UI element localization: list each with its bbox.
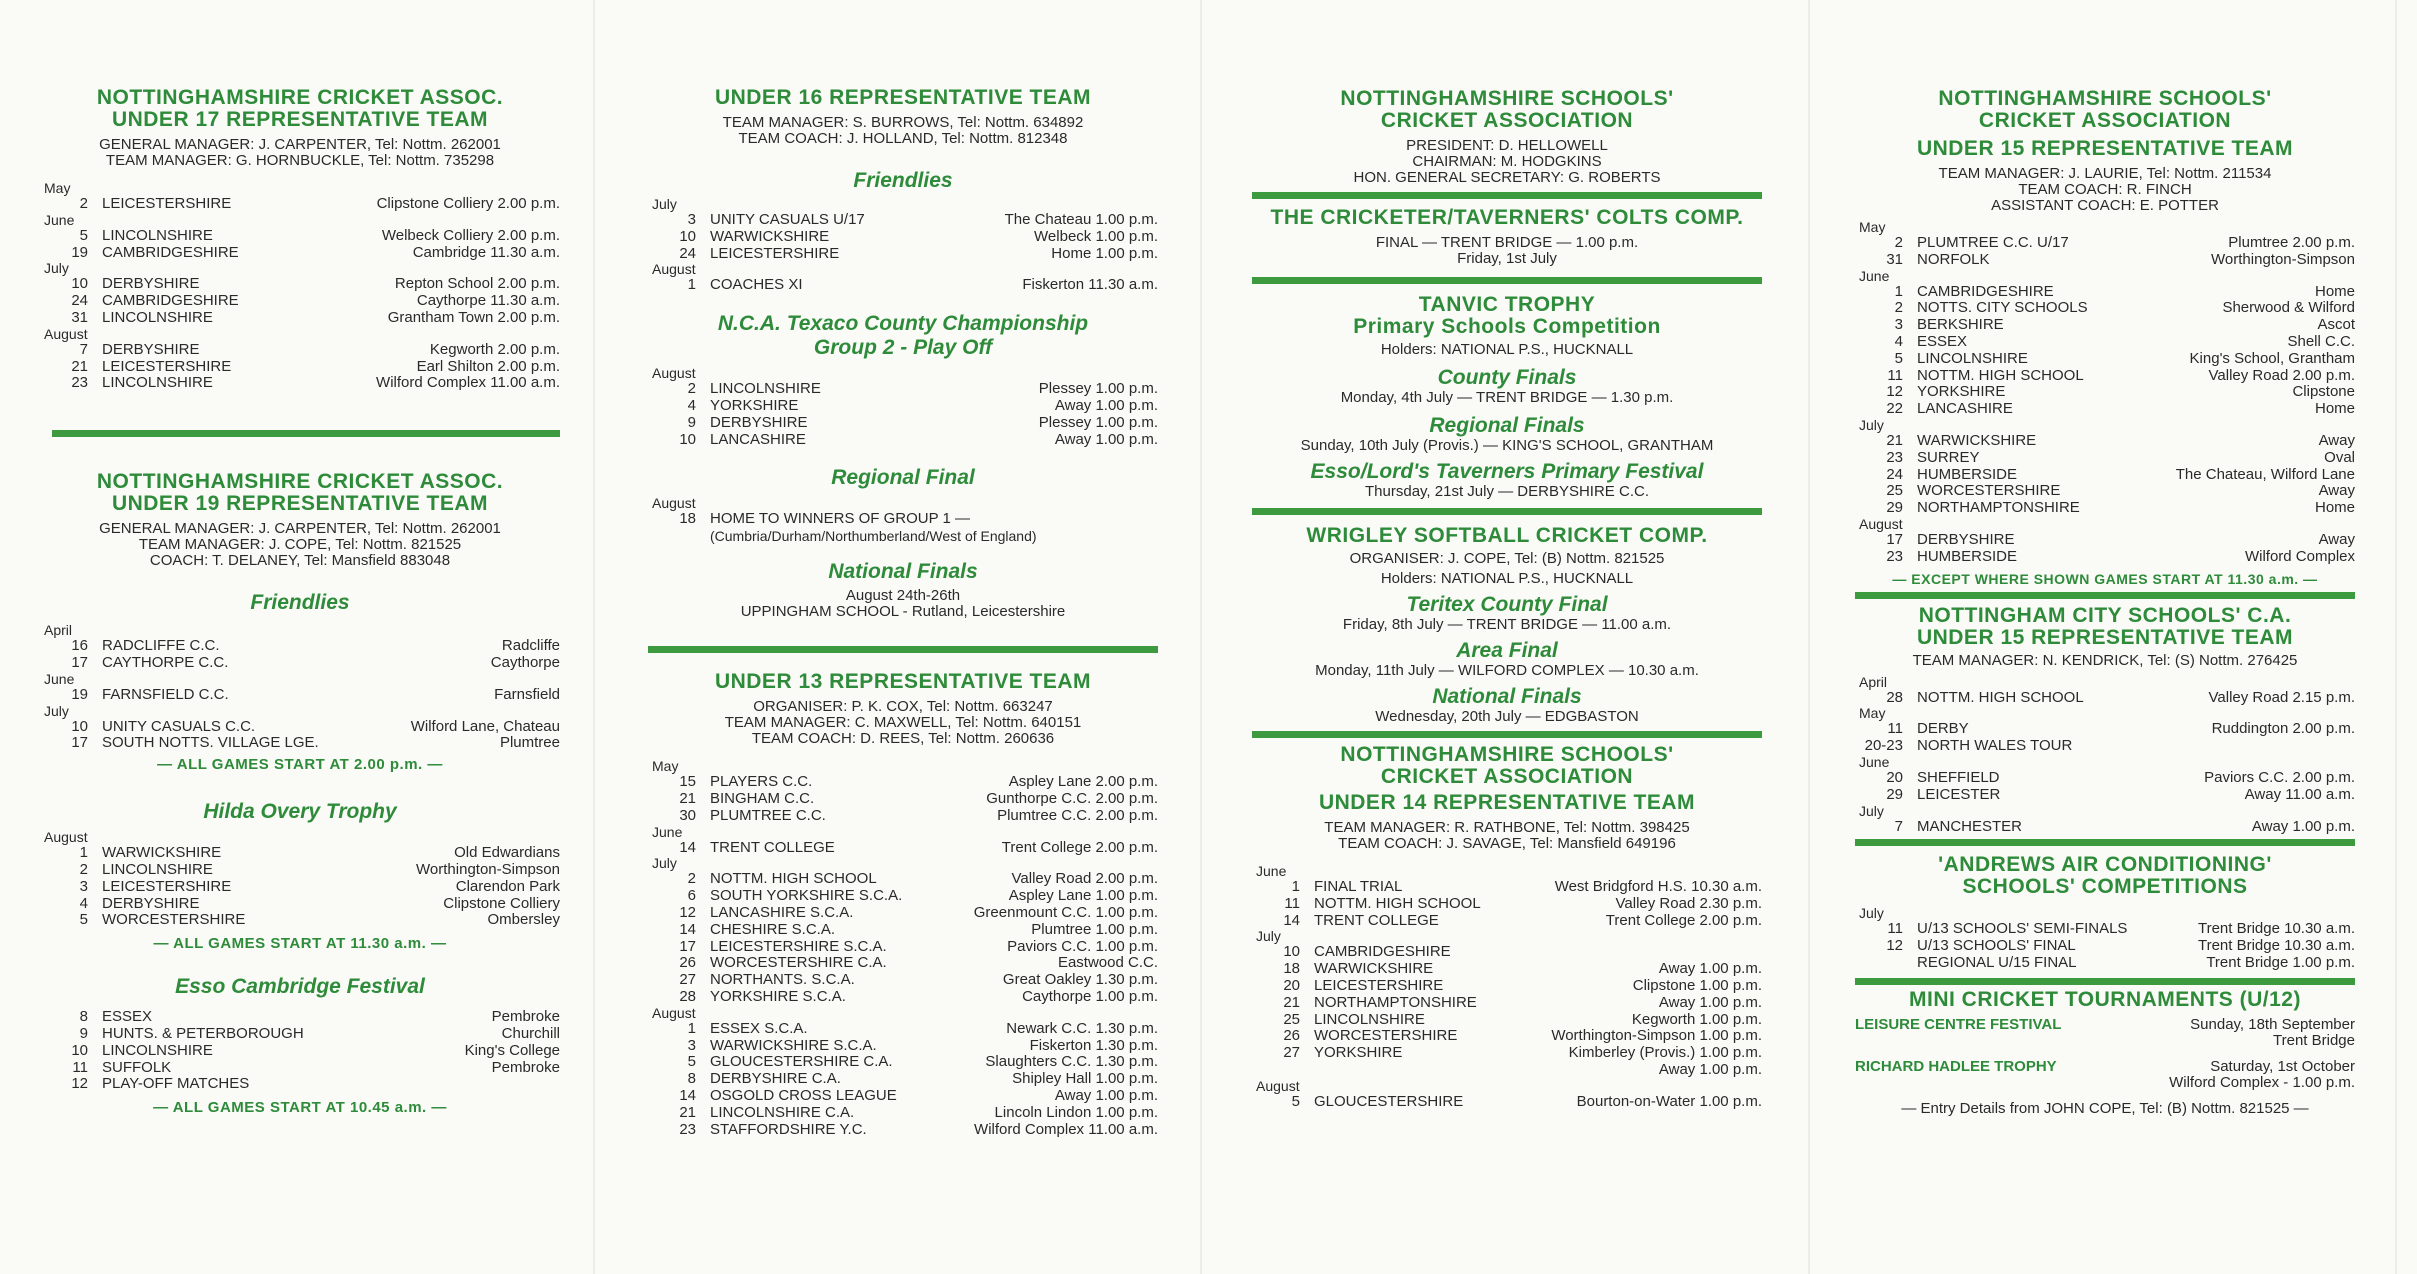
fixture-row: 2 PLUMTREE C.C. U/17 Plumtree 2.00 p.m. [1894, 234, 2355, 251]
u16-friendlies-heading: Friendlies [853, 169, 953, 192]
fixture-row: 17 SOUTH NOTTS. VILLAGE LGE. Plumtree [71, 734, 560, 752]
u17-title-2: UNDER 17 REPRESENTATIVE TEAM [111, 108, 489, 131]
fixture-row: 1 ESSEX S.C.A. Newark C.C. 1.30 p.m. [687, 1019, 1158, 1037]
nca-heading-2: Group 2 - Play Off [813, 336, 993, 360]
leisure-festival-label: LEISURE CENTRE FESTIVAL [1855, 1015, 2062, 1033]
wrigley-holders: Holders: NATIONAL P.S., HUCKNALL [1380, 570, 1634, 587]
u17-title-1: NOTTINGHAMSHIRE CRICKET ASSOC. [96, 86, 504, 109]
u19-coach: COACH: T. DELANEY, Tel: Mansfield 883048 [149, 552, 451, 570]
fixture-row: 15 PLAYERS C.C. Aspley Lane 2.00 p.m. [679, 773, 1158, 791]
month-label: May [1859, 219, 1886, 235]
green-divider [1855, 839, 2355, 846]
month-label: August [44, 829, 88, 846]
fixture-row: 8 DERBYSHIRE C.A. Shipley Hall 1.00 p.m. [687, 1070, 1158, 1088]
u13-title: UNDER 13 REPRESENTATIVE TEAM [714, 670, 1092, 694]
u19-title-2: UNDER 19 REPRESENTATIVE TEAM [111, 492, 489, 516]
green-divider [1252, 731, 1762, 738]
hadlee-trophy-label: RICHARD HADLEE TROPHY [1855, 1057, 2057, 1075]
teritex-heading: Teritex County Final [1406, 593, 1608, 616]
fixture-row: 4 YORKSHIRE Away 1.00 p.m. [687, 396, 1158, 414]
fixture-row: 2 NOTTS. CITY SCHOOLS Sherwood & Wilford [1894, 299, 2355, 317]
month-label: August [1859, 515, 1903, 532]
fixture-row: 23 HUMBERSIDE Wilford Complex [1886, 547, 2355, 565]
u14-title-2: CRICKET ASSOCIATION [1380, 765, 1634, 788]
fixture-row: 11 NOTTM. HIGH SCHOOL Valley Road 2.30 p.m. [1284, 894, 1762, 912]
fixture-row: 23 LINCOLNSHIRE Wilford Complex 11.00 a.m. [71, 374, 560, 392]
fixture-row: 6 SOUTH YORKSHIRE S.C.A. Aspley Lane 1.00 p.m. [687, 887, 1158, 905]
month-label: June [652, 823, 683, 840]
month-label: July [1859, 802, 1884, 819]
area-final-detail: Monday, 11th July — WILFORD COMPLEX — 10.30 a.m. [1315, 662, 1699, 679]
month-label: June [1859, 267, 1890, 284]
fixture-row: REGIONAL U/15 FINAL Trent Bridge 1.00 p.m. [1917, 953, 2355, 971]
fixture-row: 3 WARWICKSHIRE S.C.A. Fiskerton 1.30 p.m. [687, 1036, 1158, 1054]
fixture-row: 1 CAMBRIDGESHIRE Home [1894, 282, 2355, 300]
county-finals-heading: County Finals [1437, 366, 1577, 389]
month-label: July [1859, 905, 1884, 922]
month-label: May [1859, 705, 1886, 722]
month-label: May [652, 758, 679, 775]
fixture-row: 25 WORCESTERSHIRE Away [1886, 482, 2355, 500]
fixture-row: 27 YORKSHIRE Kimberley (Provis.) 1.00 p.m. [1283, 1044, 1762, 1062]
fixture-row: 29 LEICESTER Away 11.00 a.m. [1886, 785, 2355, 803]
teritex-detail: Friday, 8th July — TRENT BRIDGE — 11.00 a.m. [1342, 616, 1672, 633]
month-label: June [44, 670, 75, 687]
green-divider [1855, 978, 2355, 985]
esso-cambridge-heading: Esso Cambridge Festival [175, 975, 425, 999]
month-label: July [44, 260, 69, 277]
u13-coach: TEAM COACH: D. REES, Tel: Nottm. 260636 [751, 730, 1055, 748]
hilda-overy-heading: Hilda Overy Trophy [203, 800, 397, 824]
tanvic-holders: Holders: NATIONAL P.S., HUCKNALL [1380, 341, 1634, 358]
regional-final-heading: Regional Final [831, 466, 975, 490]
fixture-row: 8 ESSEX Pembroke [79, 1008, 560, 1026]
fixture-row: 10 UNITY CASUALS C.C. Wilford Lane, Chateau [71, 717, 560, 735]
county-finals-detail: Monday, 4th July — TRENT BRIDGE — 1.30 p.m. [1340, 389, 1674, 406]
month-label: August [652, 261, 696, 278]
national-finals-heading: National Finals [828, 560, 978, 584]
fixture-row: 23 SURREY Oval [1886, 448, 2355, 466]
panel-1 [40, 0, 560, 1274]
fixture-row: 2 LEICESTERSHIRE Clipstone Colliery 2.00 p.m. [79, 195, 560, 212]
city-tm: TEAM MANAGER: N. KENDRICK, Tel: (S) Nottm. 276425 [1912, 651, 2298, 669]
national-finals-date: August 24th-26th [845, 587, 961, 605]
month-label: July [1859, 416, 1884, 433]
fixture-row: 3 BERKSHIRE Ascot [1894, 316, 2355, 334]
leisure-festival-row [1855, 1017, 2355, 1049]
fixture-row: 14 OSGOLD CROSS LEAGUE Away 1.00 p.m. [679, 1086, 1158, 1104]
green-divider [1252, 192, 1762, 199]
nsca-chairman: CHAIRMAN: M. HODGKINS [1412, 153, 1602, 170]
month-label: June [1256, 863, 1287, 879]
u19-title-1: NOTTINGHAMSHIRE CRICKET ASSOC. [96, 470, 504, 494]
andrews-title-1: 'ANDREWS AIR CONDITIONING' [1938, 853, 2272, 877]
andrews-title-2: SCHOOLS' COMPETITIONS [1962, 875, 2248, 899]
fixture-row: 20 LEICESTERSHIRE Clipstone 1.00 p.m. [1283, 976, 1762, 994]
wrigley-title: WRIGLEY SOFTBALL CRICKET COMP. [1306, 524, 1708, 547]
fixture-row: 17 CAYTHORPE C.C. Caythorpe [71, 653, 560, 671]
fixture-row: 7 DERBYSHIRE Kegworth 2.00 p.m. [79, 340, 560, 358]
fixture-row: 10 WARWICKSHIRE Welbeck 1.00 p.m. [679, 227, 1158, 245]
fixture-row: 5 WORCESTERSHIRE Ombersley [79, 911, 560, 929]
u14-title-1: NOTTINGHAMSHIRE SCHOOLS' [1340, 743, 1674, 766]
leisure-festival-venue: Trent Bridge [2273, 1031, 2355, 1049]
fixture-row: 5 LINCOLNSHIRE Welbeck Colliery 2.00 p.m. [79, 226, 560, 244]
panel-2 [648, 0, 1158, 1274]
month-label: May [44, 180, 71, 196]
panel-4 [1855, 0, 2355, 1274]
u14-tm: TEAM MANAGER: R. RATHBONE, Tel: Nottm. 398425 [1324, 819, 1690, 836]
fixture-row: 26 WORCESTERSHIRE Worthington-Simpson 1.00 p.m. [1283, 1027, 1762, 1045]
regional-finals-heading: Regional Finals [1429, 414, 1585, 437]
entry-details: — Entry Details from JOHN COPE, Tel: (B) Nottm. 821525 — [1901, 1099, 2309, 1117]
u15-assistant-coach: ASSISTANT COACH: E. POTTER [1991, 197, 2219, 214]
green-divider [52, 430, 560, 437]
fixture-row: 4 ESSEX Shell C.C. [1894, 332, 2355, 350]
fixture-row: 17 DERBYSHIRE Away [1886, 530, 2355, 548]
fixture-row: 11 SUFFOLK Pembroke [72, 1058, 560, 1076]
tanvic-title: TANVIC TROPHY [1418, 293, 1596, 316]
fixture-row: 9 HUNTS. & PETERBOROUGH Churchill [79, 1024, 560, 1042]
nsca-president: PRESIDENT: D. HELLOWELL [1406, 137, 1608, 154]
fixture-row: 21 LEICESTERSHIRE Earl Shilton 2.00 p.m. [71, 357, 560, 375]
u17-gm: GENERAL MANAGER: J. CARPENTER, Tel: Nottm. 262001 [99, 136, 501, 153]
month-label: April [1859, 673, 1888, 690]
fixture-row: 5 GLOUCESTERSHIRE Bourton-on-Water 1.00 p.m. [1291, 1092, 1762, 1110]
fixture-row: 16 RADCLIFFE C.C. Radcliffe [71, 637, 560, 655]
month-label: June [1859, 753, 1890, 770]
fixture-row: 23 STAFFORDSHIRE Y.C. Wilford Complex 11.00 a.m. [679, 1120, 1158, 1138]
fixture-row: 2 NOTTM. HIGH SCHOOL Valley Road 2.00 p.m. [687, 870, 1158, 888]
esso-festival-heading: Esso/Lord's Taverners Primary Festival [1310, 460, 1704, 483]
fixture-row: 26 WORCESTERSHIRE C.A. Eastwood C.C. [679, 954, 1158, 972]
u19-friendlies-heading: Friendlies [250, 591, 350, 615]
fixture-row: 31 NORFOLK Worthington-Simpson [1886, 250, 2355, 268]
colts-comp-title: THE CRICKETER/TAVERNERS' COLTS COMP. [1270, 206, 1744, 229]
start-time-note: — ALL GAMES START AT 11.30 a.m. — [153, 935, 447, 953]
fixture-row: 20-23 NORTH WALES TOUR [1864, 737, 2073, 755]
u15-tm: TEAM MANAGER: J. LAURIE, Tel: Nottm. 211534 [1938, 165, 2272, 182]
u15-title-3: UNDER 15 REPRESENTATIVE TEAM [1916, 137, 2294, 160]
fixture-row: 24 CAMBRIDGESHIRE Caythorpe 11.30 a.m. [71, 292, 560, 310]
fixture-row: 21 LINCOLNSHIRE C.A. Lincoln Lindon 1.00 p.m. [679, 1103, 1158, 1121]
month-label: July [652, 855, 677, 872]
city-title-2: UNDER 15 REPRESENTATIVE TEAM [1916, 625, 2294, 649]
green-divider [648, 646, 1158, 653]
fixture-row: 2 LINCOLNSHIRE Plessey 1.00 p.m. [687, 380, 1158, 398]
fixture-row: 29 NORTHAMPTONSHIRE Home [1886, 499, 2355, 517]
fixture-row: 12 U/13 SCHOOLS' FINAL Trent Bridge 10.30 a.m. [1886, 937, 2355, 955]
u19-gm: GENERAL MANAGER: J. CARPENTER, Tel: Nottm. 262001 [99, 520, 501, 538]
wrigley-national-detail: Wednesday, 20th July — EDGBASTON [1375, 708, 1639, 725]
hadlee-trophy-date: Saturday, 1st October [2210, 1057, 2355, 1075]
fixture-row: 11 DERBY Ruddington 2.00 p.m. [1887, 720, 2355, 738]
fixture-row: 4 DERBYSHIRE Clipstone Colliery [79, 894, 560, 912]
fixture-row: 10 DERBYSHIRE Repton School 2.00 p.m. [71, 275, 560, 293]
month-label: July [652, 196, 677, 212]
tanvic-subtitle: Primary Schools Competition [1353, 315, 1661, 338]
fixture-row: 27 NORTHANTS. S.C.A. Great Oakley 1.30 p.m. [679, 971, 1158, 989]
fixture-row: 12 PLAY-OFF MATCHES [71, 1075, 250, 1093]
month-label: August [652, 365, 696, 382]
u15-title-1: NOTTINGHAMSHIRE SCHOOLS' [1938, 87, 2272, 110]
fixture-row: 25 LINCOLNSHIRE Kegworth 1.00 p.m. [1283, 1010, 1762, 1028]
u16-coach: TEAM COACH: J. HOLLAND, Tel: Nottm. 812348 [738, 130, 1068, 147]
green-divider [1252, 508, 1762, 515]
month-label: June [44, 211, 75, 228]
month-label: April [44, 622, 73, 639]
start-time-note: — ALL GAMES START AT 2.00 p.m. — [157, 756, 443, 774]
fixture-row: 20 SHEFFIELD Paviors C.C. 2.00 p.m. [1886, 768, 2355, 786]
nca-heading-1: N.C.A. Texaco County Championship [717, 312, 1089, 336]
month-label: July [1256, 928, 1281, 945]
regional-final-detail: (Cumbria/Durham/Northumberland/West of England) [710, 528, 1037, 545]
fixture-row: 19 FARNSFIELD C.C. Farnsfield [71, 685, 560, 703]
nsca-secretary: HON. GENERAL SECRETARY: G. ROBERTS [1353, 169, 1661, 186]
panel-3 [1252, 0, 1762, 1274]
u13-tm: TEAM MANAGER: C. MAXWELL, Tel: Nottm. 640151 [724, 714, 1082, 732]
fixture-row: 7 MANCHESTER Away 1.00 p.m. [1894, 817, 2355, 835]
u13-organiser: ORGANISER: P. K. COX, Tel: Nottm. 663247 [753, 698, 1053, 716]
fixture-row: 1 COACHES XI Fiskerton 11.30 a.m. [687, 276, 1158, 294]
fixture-row: 24 LEICESTERSHIRE Home 1.00 p.m. [679, 244, 1158, 262]
month-label: July [44, 702, 69, 719]
fixture-row: 5 GLOUCESTERSHIRE C.A. Slaughters C.C. 1.30 p.m. [687, 1053, 1158, 1071]
fixture-row: 17 LEICESTERSHIRE S.C.A. Paviors C.C. 1.00 p.m. [679, 937, 1158, 955]
nsca-title-1: NOTTINGHAMSHIRE SCHOOLS' [1340, 87, 1674, 110]
colts-final: FINAL — TRENT BRIDGE — 1.00 p.m. [1375, 234, 1639, 251]
mini-cricket-title: MINI CRICKET TOURNAMENTS (U/12) [1909, 987, 2301, 1011]
leisure-festival-date: Sunday, 18th September [2190, 1015, 2355, 1033]
fixture-row: 14 TRENT COLLEGE Trent College 2.00 p.m. [1283, 911, 1762, 929]
fixture-row: 18 WARWICKSHIRE Away 1.00 p.m. [1283, 960, 1762, 978]
fixture-row: 12 LANCASHIRE S.C.A. Greenmount C.C. 1.00 p.m. [679, 903, 1158, 921]
fixture-row: 14 CHESHIRE S.C.A. Plumtree 1.00 p.m. [679, 920, 1158, 938]
fixture-row: 2 LINCOLNSHIRE Worthington-Simpson [79, 860, 560, 878]
hadlee-trophy-row [1855, 1059, 2355, 1091]
fixture-row: 21 WARWICKSHIRE Away [1886, 431, 2355, 449]
fixture-row: 1 WARWICKSHIRE Old Edwardians [79, 844, 560, 862]
fixture-row: 9 DERBYSHIRE Plessey 1.00 p.m. [687, 413, 1158, 431]
national-finals-venue: UPPINGHAM SCHOOL - Rutland, Leicestershire [740, 603, 1066, 621]
fixture-row: 21 BINGHAM C.C. Gunthorpe C.C. 2.00 p.m. [679, 789, 1158, 807]
month-label: August [1256, 1077, 1300, 1094]
fixture-row: 10 LANCASHIRE Away 1.00 p.m. [679, 430, 1158, 448]
esso-festival-detail: Thursday, 21st July — DERBYSHIRE C.C. [1365, 483, 1649, 500]
fixture-row: 31 LINCOLNSHIRE Grantham Town 2.00 p.m. [71, 308, 560, 326]
fixture-row: 28 NOTTM. HIGH SCHOOL Valley Road 2.15 p.m. [1886, 688, 2355, 706]
fixture-row: 12 YORKSHIRE Clipstone [1886, 383, 2355, 401]
fixture-row: 11 U/13 SCHOOLS' SEMI-FINALS Trent Bridge 10.30 a.m. [1887, 920, 2355, 938]
month-label: August [44, 325, 88, 342]
fixture-row: 30 PLUMTREE C.C. Plumtree C.C. 2.00 p.m. [679, 806, 1158, 824]
green-divider [1855, 592, 2355, 599]
fixture-row: 11 NOTTM. HIGH SCHOOL Valley Road 2.00 p.m. [1887, 366, 2355, 384]
wrigley-national-heading: National Finals [1432, 685, 1582, 708]
u17-tm: TEAM MANAGER: G. HORNBUCKLE, Tel: Nottm. 735298 [105, 152, 495, 169]
start-time-note: — ALL GAMES START AT 10.45 a.m. — [153, 1099, 447, 1117]
nsca-title-2: CRICKET ASSOCIATION [1380, 109, 1634, 132]
fixture-row: 28 YORKSHIRE S.C.A. Caythorpe 1.00 p.m. [679, 987, 1158, 1005]
fixture-row: 3 UNITY CASUALS U/17 The Chateau 1.00 p.m. [687, 211, 1158, 228]
fixture-row: 22 LANCASHIRE Home [1886, 400, 2355, 418]
green-divider [1252, 277, 1762, 284]
u14-title-3: UNDER 14 REPRESENTATIVE TEAM [1318, 791, 1696, 814]
colts-date: Friday, 1st July [1457, 250, 1557, 267]
fixture-row: 10 CAMBRIDGESHIRE [1283, 943, 1451, 961]
fixture-row: 18 HOME TO WINNERS OF GROUP 1 — [679, 510, 971, 528]
regional-finals-detail: Sunday, 10th July (Provis.) — KING'S SCHOOL, GRANTHAM [1300, 437, 1714, 454]
u16-title: UNDER 16 REPRESENTATIVE TEAM [714, 86, 1092, 109]
fixture-row: 21 NORTHAMPTONSHIRE Away 1.00 p.m. [1283, 993, 1762, 1011]
fixture-row: 3 LEICESTERSHIRE Clarendon Park [79, 877, 560, 895]
month-label: August [652, 495, 696, 512]
fixture-row: Away 1.00 p.m. [1658, 1060, 1762, 1078]
area-final-heading: Area Final [1456, 639, 1558, 662]
city-title-1: NOTTINGHAM CITY SCHOOLS' C.A. [1918, 603, 2292, 627]
fixture-row: 1 FINAL TRIAL West Bridgford H.S. 10.30 a.m. [1291, 878, 1762, 895]
month-label: August [652, 1004, 696, 1021]
fixture-row: 14 TRENT COLLEGE Trent College 2.00 p.m. [679, 838, 1158, 856]
fixture-row: 5 LINCOLNSHIRE King's School, Grantham [1894, 349, 2355, 367]
start-time-note: — EXCEPT WHERE SHOWN GAMES START AT 11.30 a.m. — [1892, 570, 2318, 587]
wrigley-organiser: ORGANISER: J. COPE, Tel: (B) Nottm. 821525 [1349, 550, 1665, 567]
u19-tm: TEAM MANAGER: J. COPE, Tel: Nottm. 821525 [138, 536, 462, 554]
u14-coach: TEAM COACH: J. SAVAGE, Tel: Mansfield 649196 [1338, 835, 1676, 852]
u15-title-2: CRICKET ASSOCIATION [1978, 109, 2232, 132]
u16-tm: TEAM MANAGER: S. BURROWS, Tel: Nottm. 634892 [722, 114, 1084, 131]
u15-coach: TEAM COACH: R. FINCH [2018, 181, 2192, 198]
hadlee-trophy-venue: Wilford Complex - 1.00 p.m. [2169, 1073, 2355, 1091]
fixture-row: 24 HUMBERSIDE The Chateau, Wilford Lane [1886, 465, 2355, 483]
fixture-row: 19 CAMBRIDGESHIRE Cambridge 11.30 a.m. [71, 243, 560, 261]
fixture-row: 10 LINCOLNSHIRE King's College [71, 1041, 560, 1059]
